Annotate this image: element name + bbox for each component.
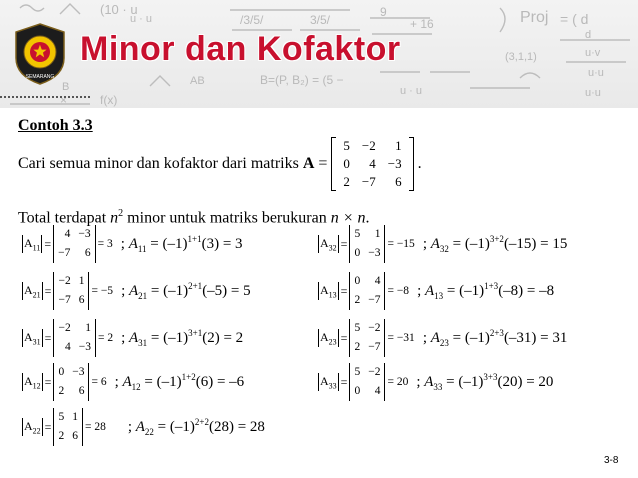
minor-letter: A: [320, 282, 329, 297]
minor-label: [318, 373, 339, 391]
matrix-cell: 6: [395, 174, 402, 189]
minor-entry-32: [318, 224, 567, 264]
cofactor-prefix: ;: [127, 419, 136, 435]
cofactor-exponent: 1+3: [484, 281, 499, 291]
cofactor-expression: [423, 328, 568, 348]
cofactor-letter: A: [424, 374, 434, 390]
equals-sign: =: [44, 330, 52, 345]
det-cell: 0: [354, 275, 361, 287]
det-right-bar: [384, 363, 385, 401]
matrix-name: A: [302, 155, 315, 172]
det-cell: −7: [58, 294, 71, 306]
det-cell: 0: [58, 366, 65, 378]
minor-label: [22, 235, 42, 253]
matrix-equals: =: [318, 155, 328, 172]
cofactor-letter: A: [135, 419, 145, 435]
svg-text:(10 · u: (10 · u: [100, 2, 138, 17]
minor-index: 32: [328, 243, 337, 253]
minor-letter: A: [320, 329, 329, 344]
det-cell: 5: [354, 366, 361, 378]
minor-index: 21: [32, 290, 41, 300]
det-cell: 2: [58, 385, 65, 397]
matrix-cell: −7: [361, 174, 376, 189]
cofactor-value: (–15) = 15: [503, 236, 568, 252]
det-cell: 6: [78, 385, 85, 397]
svg-text:d: d: [585, 29, 592, 41]
cofactor-index: 33: [433, 382, 443, 392]
svg-text:B=(P, B₂) = (5 −: B=(P, B₂) = (5 −: [260, 73, 344, 87]
cofactor-prefix: ;: [422, 330, 431, 346]
cofactor-index: 13: [434, 291, 444, 301]
det-cell: −3: [78, 341, 91, 353]
page-number: 3-8: [604, 455, 619, 466]
minor-letter: A: [24, 329, 33, 344]
equals-sign: =: [44, 419, 52, 434]
determinant: [53, 363, 89, 401]
svg-text:/3/5/: /3/5/: [240, 13, 264, 27]
minor-letter: A: [24, 373, 33, 388]
minor-result: = −15: [387, 238, 415, 250]
determinant: [349, 225, 385, 263]
cofactor-exponent: 2+2: [194, 417, 209, 427]
cofactor-sign-base: = (–1): [153, 419, 195, 435]
minor-label: [22, 282, 43, 300]
cofactor-sign-base: = (–1): [442, 374, 484, 390]
total-end: .: [365, 209, 370, 227]
minor-entry-12: [22, 362, 244, 402]
minor-result: = 3: [97, 238, 113, 250]
matrix-a: [331, 137, 413, 191]
equals-sign: =: [44, 283, 52, 298]
det-cell: 4: [64, 228, 71, 240]
intro-text: Cari semua minor dan kofaktor dari matriks: [18, 155, 299, 172]
minor-letter: A: [320, 373, 329, 388]
cofactor-value: (3) = 3: [201, 236, 243, 252]
cofactor-letter: A: [128, 236, 138, 252]
det-cell: 0: [354, 385, 361, 397]
det-cell: 1: [78, 275, 85, 287]
abs-bar: [338, 282, 339, 300]
determinant: [349, 319, 385, 357]
minor-index: 22: [32, 426, 41, 436]
cofactor-prefix: ;: [114, 374, 123, 390]
svg-text:u·u: u·u: [585, 87, 601, 99]
minor-entry-33: [318, 362, 553, 402]
svg-text:u · u: u · u: [130, 13, 153, 25]
equals-sign: =: [44, 374, 52, 389]
cofactor-value: (28) = 28: [208, 419, 265, 435]
det-cell: 5: [354, 322, 361, 334]
determinant: [53, 225, 96, 263]
det-right-bar: [95, 225, 96, 263]
matrix-cell: 2: [343, 174, 350, 189]
svg-text:f(x): f(x): [100, 93, 118, 107]
det-cell: −7: [368, 294, 381, 306]
cofactor-exponent: 1+2: [181, 372, 196, 382]
svg-text:SEMARANG: SEMARANG: [25, 74, 55, 80]
cofactor-prefix: ;: [120, 236, 129, 252]
cofactor-index: 12: [131, 382, 141, 392]
minor-letter: A: [24, 282, 33, 297]
det-table: [350, 225, 384, 263]
cofactor-index: 21: [138, 291, 148, 301]
cofactor-exponent: 3+3: [483, 372, 498, 382]
total-text-part: Total terdapat: [18, 209, 111, 227]
minor-result: = −8: [387, 285, 410, 297]
abs-bar: [338, 329, 339, 347]
det-right-bar: [82, 408, 83, 446]
cofactor-expression: [416, 372, 553, 392]
det-cell: −2: [368, 322, 381, 334]
minor-letter: A: [320, 235, 329, 250]
minor-result: = −5: [91, 285, 114, 297]
svg-text:B: B: [62, 81, 70, 93]
matrix-cell: 4: [369, 156, 376, 171]
total-exponent: 2: [118, 208, 124, 219]
minor-entry-13: [318, 271, 554, 311]
minor-result: = 6: [91, 376, 107, 388]
cofactor-expression: [423, 234, 568, 254]
minor-entry-22: [22, 407, 265, 447]
minor-entry-31: [22, 318, 243, 358]
det-cell: 2: [58, 430, 65, 442]
det-cell: 1: [374, 228, 381, 240]
cofactor-letter: A: [129, 330, 139, 346]
det-table: [54, 272, 88, 310]
cofactor-expression: [121, 281, 251, 301]
minor-label: [318, 235, 339, 253]
cofactor-prefix: ;: [416, 374, 425, 390]
cofactor-value: (2) = 2: [202, 330, 244, 346]
det-cell: 1: [72, 411, 78, 423]
det-cell: −2: [58, 275, 71, 287]
det-cell: −3: [78, 228, 91, 240]
svg-text:(3,1,1): (3,1,1): [505, 51, 537, 63]
minor-result: = −31: [387, 332, 415, 344]
det-right-bar: [384, 272, 385, 310]
matrix-cell: −2: [361, 138, 376, 153]
det-cell: 6: [72, 430, 78, 442]
university-seal-logo: [12, 22, 68, 86]
cofactor-index: 32: [439, 244, 449, 254]
minor-label: [22, 373, 43, 391]
det-cell: 0: [354, 247, 361, 259]
abs-bar: [42, 329, 43, 347]
cofactor-value: (–5) = 5: [202, 283, 251, 299]
cofactor-prefix: ;: [121, 330, 129, 346]
cofactor-value: (20) = 20: [497, 374, 554, 390]
det-cell: −3: [72, 366, 85, 378]
minor-index: 23: [328, 337, 337, 347]
det-cell: 6: [78, 294, 85, 306]
matrix-cell: 0: [343, 156, 350, 171]
matrix-cell: −3: [387, 156, 402, 171]
det-cell: 5: [58, 411, 65, 423]
svg-text:u · u: u · u: [400, 85, 423, 97]
cofactor-index: 23: [439, 338, 449, 348]
det-cell: −7: [368, 341, 381, 353]
det-table: [350, 272, 384, 310]
cofactor-prefix: ;: [417, 283, 425, 299]
cofactor-sign-base: = (–1): [448, 330, 490, 346]
det-cell: −7: [58, 247, 71, 259]
equals-sign: =: [340, 283, 348, 298]
cofactor-index: 22: [144, 427, 154, 437]
minor-index: 31: [32, 337, 41, 347]
abs-bar: [42, 418, 43, 436]
cofactor-value: (–31) = 31: [503, 330, 568, 346]
minor-index: 12: [32, 381, 41, 391]
det-cell: 6: [84, 247, 91, 259]
minor-entry-11: [22, 224, 243, 264]
matrix-right-bracket: [409, 137, 414, 191]
cofactor-sign-base: = (–1): [146, 236, 188, 252]
det-cell: −3: [368, 247, 381, 259]
det-right-bar: [95, 319, 96, 357]
det-right-bar: [88, 363, 89, 401]
minor-label: [22, 329, 43, 347]
cofactor-index: 31: [138, 338, 148, 348]
minor-index: 13: [328, 290, 337, 300]
dotted-divider: [0, 96, 90, 98]
cofactor-exponent: 3+1: [188, 328, 203, 338]
abs-bar: [338, 235, 339, 253]
minor-result: = 28: [84, 421, 106, 433]
determinant: [53, 319, 96, 357]
cofactor-letter: A: [430, 236, 440, 252]
matrix-a-table: [337, 137, 407, 191]
minor-letter: A: [24, 235, 33, 250]
cofactor-exponent: 2+1: [188, 281, 203, 291]
minor-index: 11: [32, 243, 41, 253]
cofactor-letter: A: [128, 283, 139, 299]
det-cell: 4: [374, 385, 381, 397]
cofactor-index: 11: [137, 244, 147, 254]
cofactor-sign-base: = (–1): [443, 283, 485, 299]
cofactor-sign-base: = (–1): [448, 236, 490, 252]
cofactor-expression: [121, 234, 243, 254]
determinant: [53, 272, 89, 310]
abs-bar: [42, 373, 43, 391]
det-table: [54, 225, 95, 263]
det-cell: 2: [354, 341, 361, 353]
det-table: [350, 319, 384, 357]
det-cell: 2: [354, 294, 361, 306]
svg-text:u·v: u·v: [585, 47, 601, 59]
intro-line: [18, 134, 422, 194]
svg-text:AB: AB: [190, 75, 205, 87]
equals-sign: =: [340, 330, 348, 345]
cofactor-prefix: ;: [121, 283, 129, 299]
cofactor-letter: A: [122, 374, 132, 390]
determinant: [349, 363, 385, 401]
cofactor-value: (6) = –6: [195, 374, 245, 390]
det-cell: 4: [64, 341, 71, 353]
det-table: [54, 408, 82, 446]
cofactor-exponent: 2+3: [489, 328, 504, 338]
minor-label: [22, 418, 43, 436]
equals-sign: =: [340, 236, 348, 251]
cofactor-expression: [128, 417, 265, 437]
total-size: n × n: [330, 209, 366, 227]
example-heading: Contoh 3.3: [18, 117, 93, 134]
cofactor-exponent: 3+2: [489, 234, 504, 244]
matrix-cell: 5: [343, 138, 350, 153]
cofactor-sign-base: = (–1): [140, 374, 182, 390]
cofactor-expression: [417, 281, 554, 301]
equals-sign: =: [340, 374, 348, 389]
svg-text:3/5/: 3/5/: [310, 13, 331, 27]
cofactor-value: (–8) = –8: [498, 283, 555, 299]
det-cell: 5: [354, 228, 361, 240]
det-cell: −2: [58, 322, 71, 334]
determinant: [349, 272, 385, 310]
minor-label: [318, 329, 339, 347]
page-title: Minor dan Kofaktor: [80, 30, 401, 68]
svg-text:+ 16: + 16: [410, 17, 434, 31]
cofactor-exponent: 1+1: [187, 234, 202, 244]
cofactor-expression: [121, 328, 243, 348]
minor-entry-21: [22, 271, 251, 311]
svg-text:9: 9: [380, 5, 387, 19]
det-cell: 1: [85, 322, 91, 334]
total-text-part: minor untuk matriks berukuran: [123, 209, 331, 227]
det-table: [54, 363, 88, 401]
cofactor-letter: A: [424, 283, 435, 299]
abs-bar: [41, 235, 42, 253]
det-right-bar: [384, 225, 385, 263]
total-n: n: [110, 209, 119, 227]
cofactor-sign-base: = (–1): [147, 330, 189, 346]
cofactor-sign-base: = (–1): [147, 283, 189, 299]
cofactor-prefix: ;: [422, 236, 431, 252]
header-banner: [0, 0, 638, 108]
equals-sign: =: [44, 236, 52, 251]
det-cell: 4: [374, 275, 381, 287]
det-table: [350, 363, 384, 401]
minor-result: = 20: [387, 376, 409, 388]
minor-label: [318, 282, 339, 300]
abs-bar: [338, 373, 339, 391]
cofactor-letter: A: [430, 330, 440, 346]
svg-text:= ( d: = ( d: [560, 11, 589, 27]
det-right-bar: [88, 272, 89, 310]
matrix-cell: 1: [395, 138, 402, 153]
svg-text:u·u: u·u: [588, 67, 604, 79]
minor-letter: A: [24, 418, 33, 433]
det-table: [54, 319, 95, 357]
svg-text:×: ×: [60, 93, 68, 107]
det-right-bar: [384, 319, 385, 357]
minor-index: 33: [328, 381, 337, 391]
det-cell: −2: [368, 366, 381, 378]
cofactor-expression: [115, 372, 245, 392]
matrix-left-bracket: [331, 137, 336, 191]
abs-bar: [42, 282, 43, 300]
svg-text:Proj: Proj: [520, 9, 549, 26]
minor-result: = 2: [97, 332, 114, 344]
minor-entry-23: [318, 318, 567, 358]
matrix-period: .: [417, 155, 422, 172]
determinant: [53, 408, 83, 446]
